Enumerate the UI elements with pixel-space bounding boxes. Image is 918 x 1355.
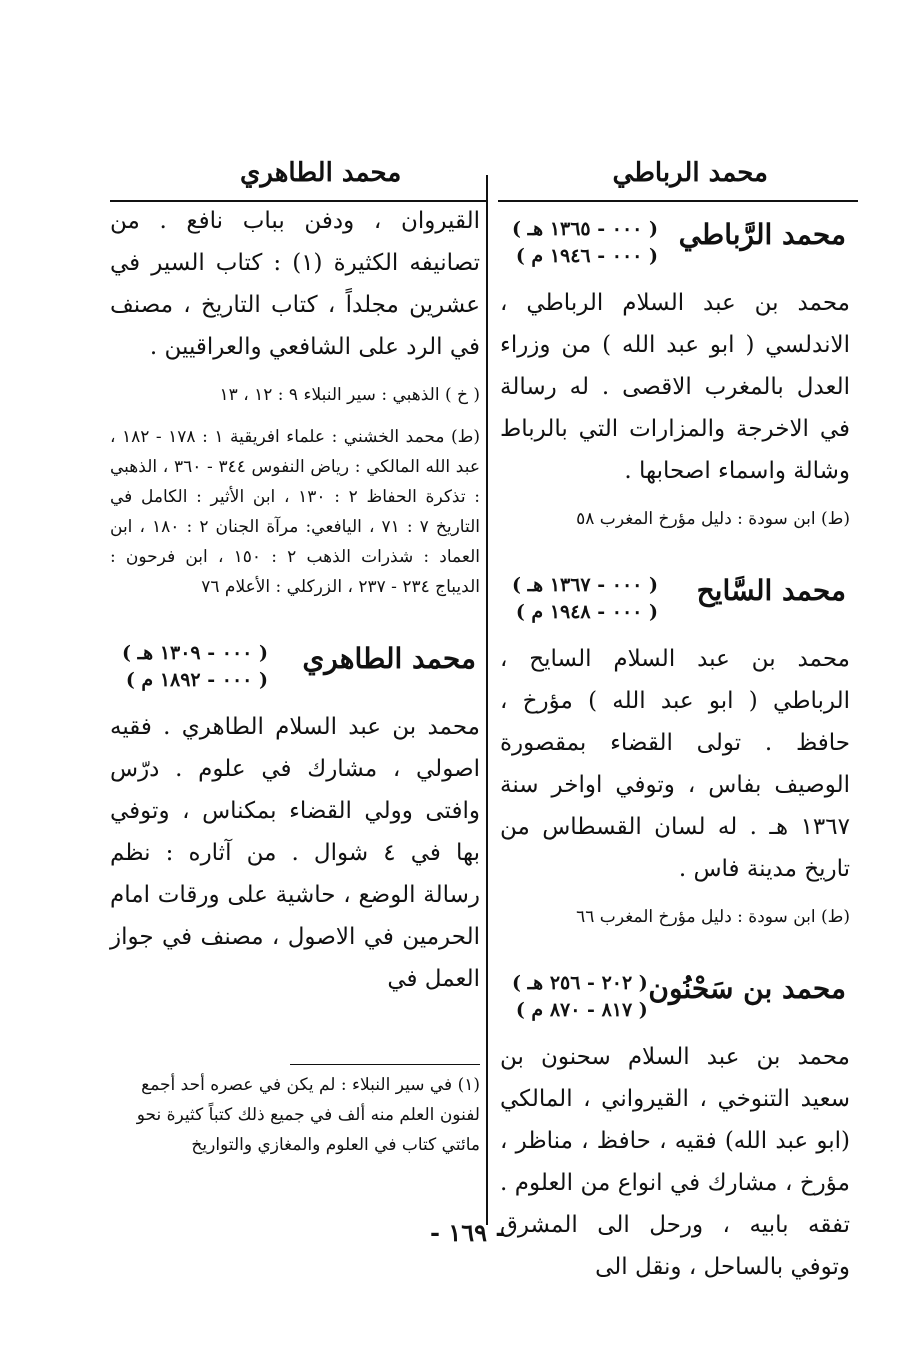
header-rule-right [498,200,858,202]
entry-dates [122,640,268,694]
dates-gregorian: ( ٠٠٠ - ١٩٤٦ م ) [515,245,658,267]
entry-heading-sayih [500,568,850,638]
entry-name: محمد السَّايح [696,574,846,607]
entry-body: محمد بن عبد السلام الرباطي ، الاندلسي ( ابو عبد الله ) من وزراء العدل بالمغرب الاقصى . له رسالة في الاخرجة والمزارات التي بالرباط وشالة واسماء اصحابها . [500,290,850,484]
dates-hijri: ( ٠٠٠ - ١٣٠٩ هـ ) [122,642,268,664]
left-column [110,200,480,1000]
footnote: (١) في سير النبلاء : لم يكن في عصره أحد أجمع لفنون العلم منه ألف في جميع ذلك كتباً كثيرة نحو مائتي كتاب في العلوم والمغازي والتواريخ [136,1075,480,1155]
entry-body: محمد بن عبد السلام سحنون بن سعيد التنوخي ، القيرواني ، المالكي (ابو عبد الله) فقيه ، حافظ ، مناظر ، مؤرخ ، مشارك في انواع من العلوم . تفقه بابيه ، ورحل الى المشرق وتوفي بالساحل ، ونقل الى [500,1044,850,1280]
dates-hijri: ( ٢٠٢ - ٢٥٦ هـ ) [512,972,648,994]
page-number: - ١٦٩ - [430,1218,506,1247]
dates-gregorian: ( ٨١٧ - ٨٧٠ م ) [515,999,648,1021]
entry-dates [512,572,658,626]
footnote-rule [290,1064,480,1065]
entry-heading-ribati [500,212,850,282]
entry-name: محمد الرَّباطي [678,218,846,251]
running-header-left: محمد الطاهري [240,158,402,188]
dates-gregorian: ( ٠٠٠ - ١٨٩٢ م ) [125,669,268,691]
entry-body: محمد بن عبد السلام الطاهري . فقيه اصولي ، مشارك في علوم . درّس وافتى وولي القضاء بمكناس ، وتوفي بها في ٤ شوال . من آثاره : نظم رسالة الوضع ، حاشية على ورقات امام الحرمين في الاصول ، مصنف في جواز العمل في [110,714,480,992]
dates-hijri: ( ٠٠٠ - ١٣٦٧ هـ ) [512,574,658,596]
entry-source: (ط) ابن سودة : دليل مؤرخ المغرب ٥٨ [576,509,850,529]
right-column [500,212,850,1288]
entry-heading-sahnun [500,966,850,1036]
running-header-right: محمد الرباطي [612,158,768,188]
dates-gregorian: ( ٠٠٠ - ١٩٤٨ م ) [515,601,658,623]
dates-hijri: ( ٠٠٠ - ١٣٦٥ هـ ) [512,218,658,240]
entry-source: ( خ ) الذهبي : سير النبلاء ٩ : ١٢ ، ١٣ [219,385,480,405]
entry-source: (ط) محمد الخشني : علماء افريقية ١ : ١٧٨ - ١٨٢ ، عبد الله المالكي : رياض النفوس ٣٤٤ - ٣٦٠ ، الذهبي : تذكرة الحفاظ ٢ : ١٣٠ ، ابن الأثير : الكامل في التاريخ ٧ : ٧١ ، اليافعي: مرآة الجنان ٢ : ١٨٠ ، ابن العماد : شذرات الذهب ٢ : ١٥٠ ، ابن فرحون : الديباج ٢٣٤ - ٢٣٧ ، الزركلي : الأعلام ٧٦ [110,427,480,597]
entry-body: محمد بن عبد السلام السايح ، الرباطي ( ابو عبد الله ) مؤرخ ، حافظ . تولى القضاء بمقصورة الوصيف بفاس ، وتوفي اواخر سنة ١٣٦٧ هـ . له لسان القسطاس من تاريخ مدينة فاس . [500,646,850,882]
entry-heading-tahiri [110,636,480,706]
entry-source: (ط) ابن سودة : دليل مؤرخ المغرب ٦٦ [576,907,850,927]
entry-name: محمد بن سَحْنُون [648,972,846,1005]
entry-name: محمد الطاهري [302,642,476,675]
column-divider [486,175,488,1225]
entry-dates [512,216,658,270]
entry-continuation: القيروان ، ودفن بباب نافع . من تصانيفه الكثيرة (١) : كتاب السير في عشرين مجلداً ، كتاب التاريخ ، مصنف في الرد على الشافعي والعراقيين . [110,208,480,360]
entry-dates [512,970,648,1024]
